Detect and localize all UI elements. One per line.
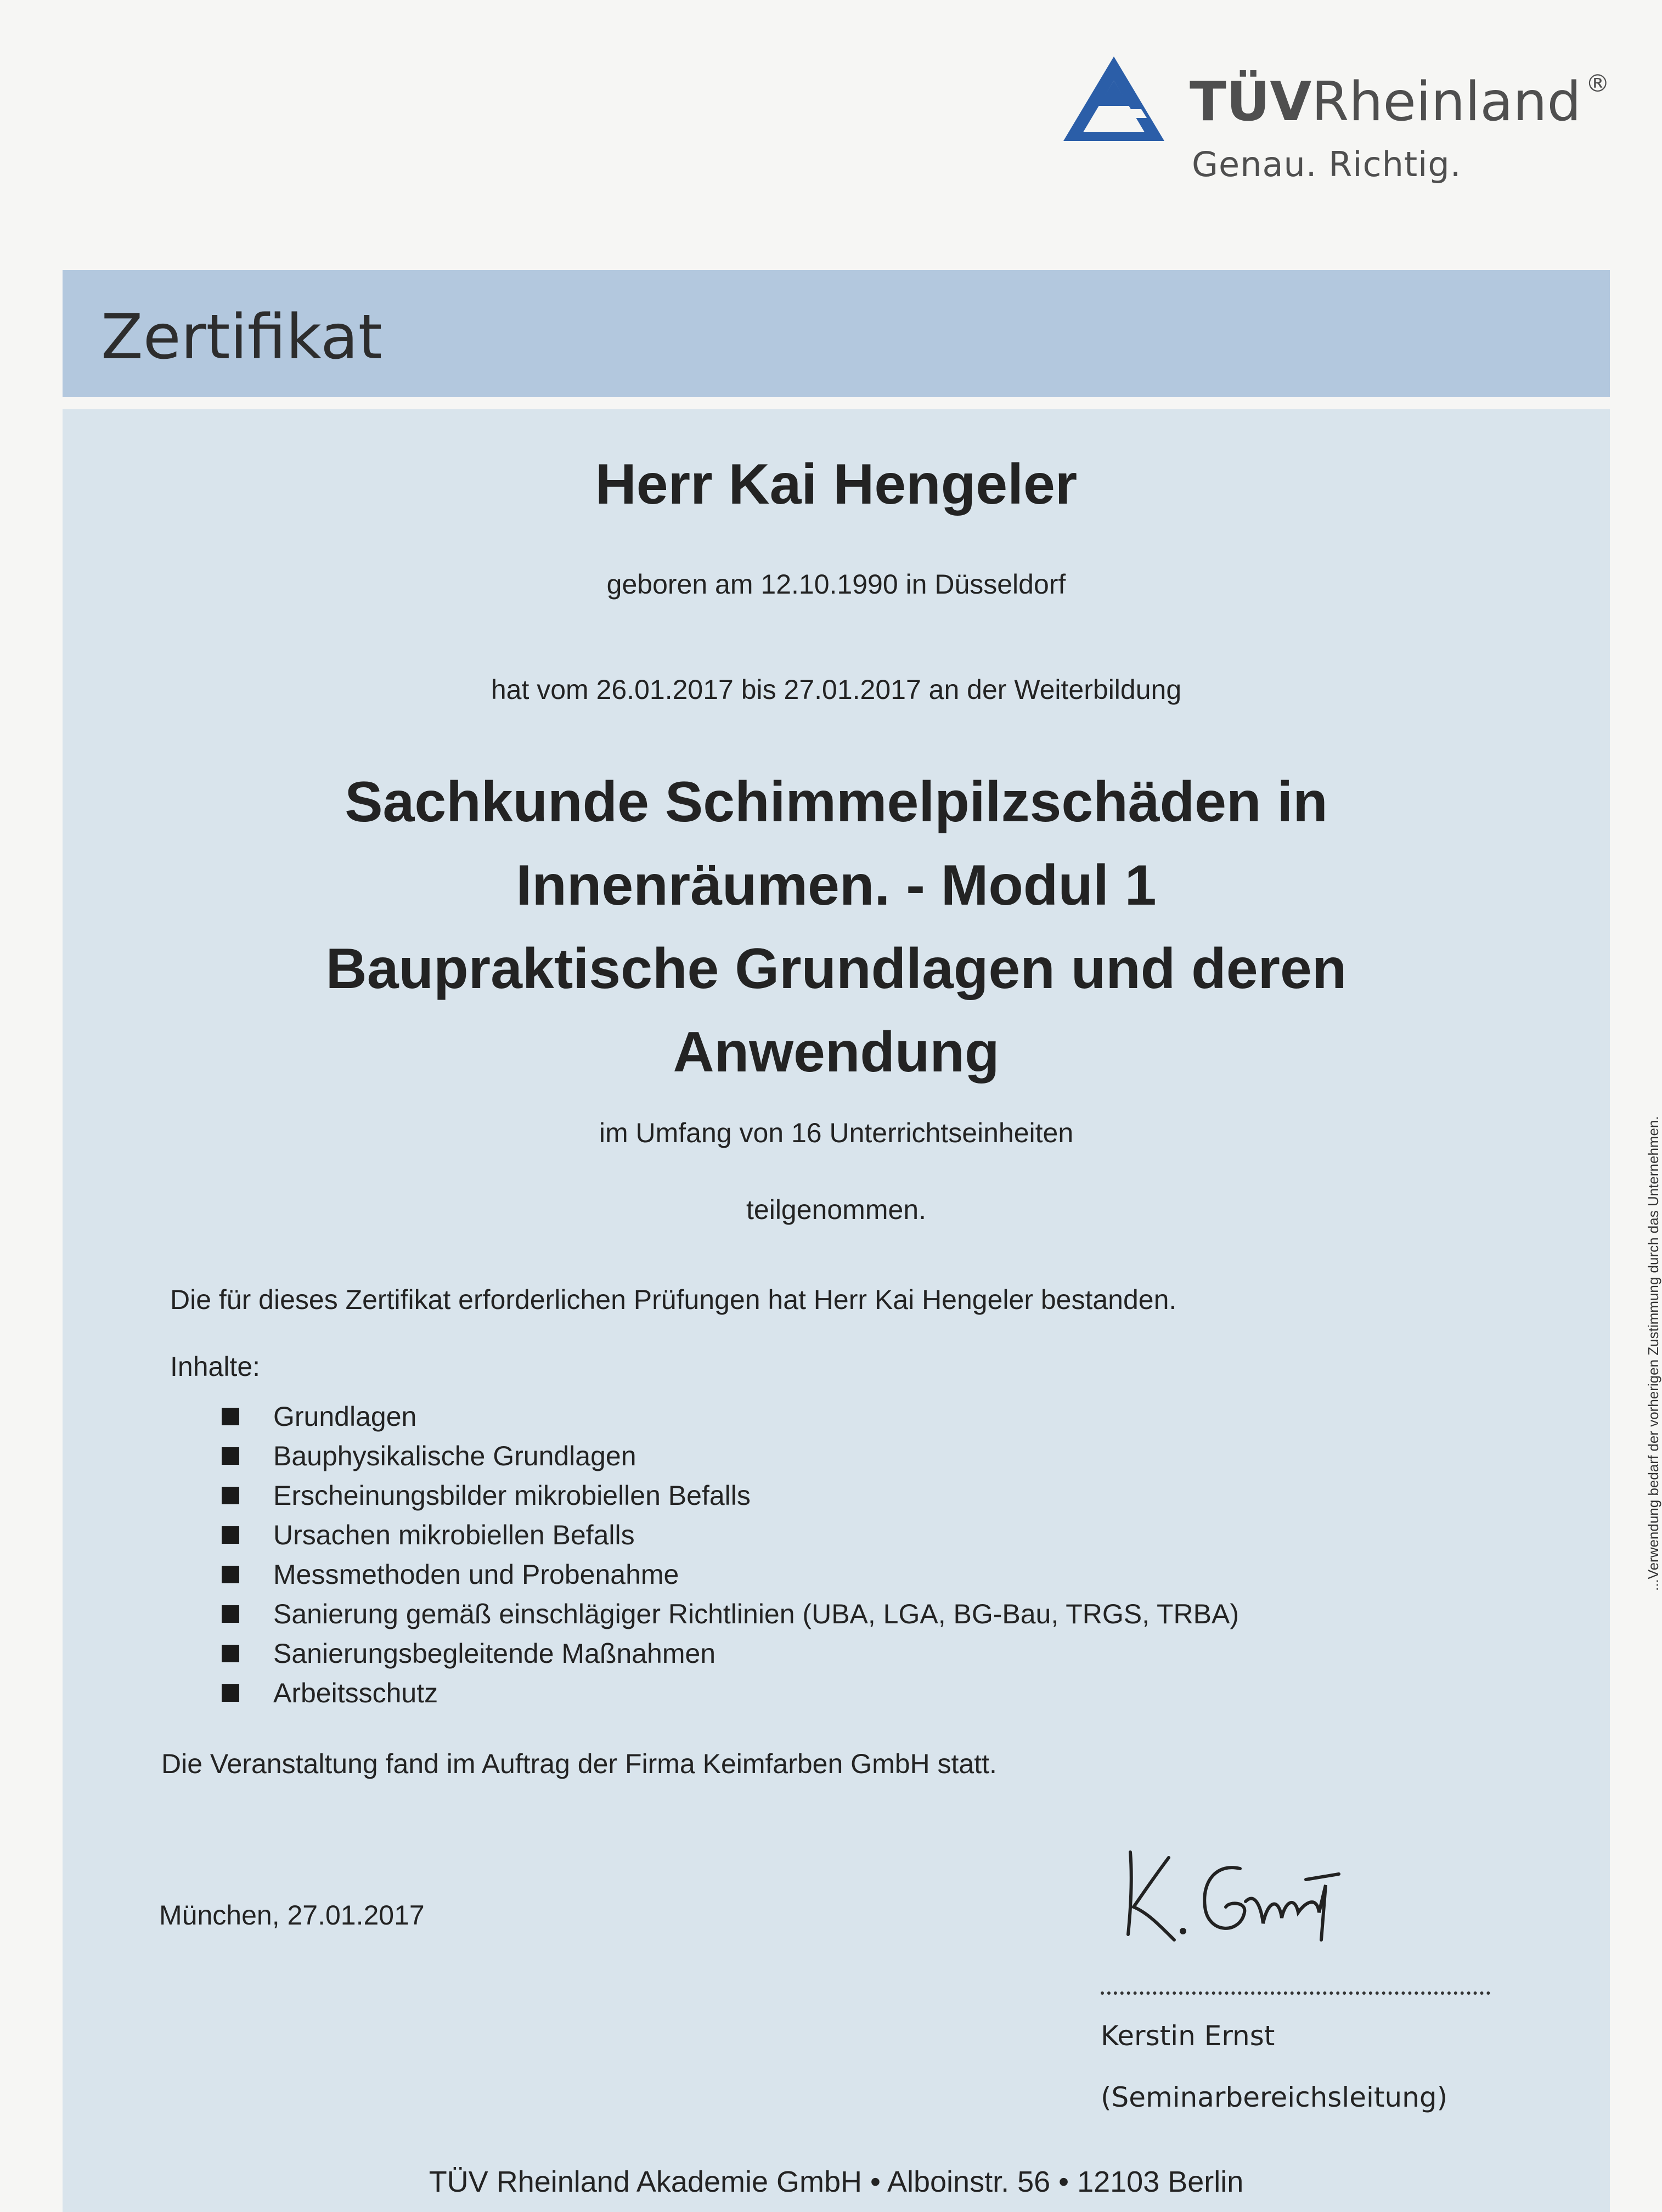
- header-band: [63, 270, 1610, 397]
- list-item: Bauphysikalische Grundlagen: [222, 1436, 1239, 1476]
- tuv-rheinland-logo: [1059, 52, 1608, 195]
- signature-line: [1101, 1991, 1490, 1995]
- list-item: Sanierungsbegleitende Maßnahmen: [222, 1634, 1239, 1673]
- place-date: München, 27.01.2017: [159, 1900, 425, 1931]
- bullet-icon: [222, 1487, 239, 1504]
- signer-name: Kerstin Ernst: [1101, 2020, 1275, 2052]
- brand-tagline: Genau. Richtig.: [1192, 144, 1462, 184]
- course-title-line: Sachkunde Schimmelpilzschäden in: [345, 770, 1328, 834]
- list-item: Sanierung gemäß einschlägiger Richtlinien (UBA, LGA, BG-Bau, TRGS, TRBA): [222, 1594, 1239, 1634]
- list-item: Grundlagen: [222, 1397, 1239, 1436]
- contents-label: Inhalte:: [170, 1351, 261, 1382]
- signature-icon: [1108, 1830, 1361, 1956]
- bullet-icon: [222, 1605, 239, 1623]
- list-item: Ursachen mikrobiellen Befalls: [222, 1515, 1239, 1555]
- list-item: Messmethoden und Probenahme: [222, 1555, 1239, 1594]
- list-item: Erscheinungsbilder mikrobiellen Befalls: [222, 1476, 1239, 1515]
- birth-info: geboren am 12.10.1990 in Düsseldorf: [606, 569, 1066, 600]
- tuv-triangle-logo-icon: [1059, 52, 1169, 145]
- bullet-icon: [222, 1645, 239, 1662]
- training-period: hat vom 26.01.2017 bis 27.01.2017 an der Weiterbildung: [491, 674, 1182, 705]
- recipient-name: Herr Kai Hengeler: [595, 453, 1078, 516]
- bullet-icon: [222, 1566, 239, 1583]
- brand-name: TÜVRheinland ®: [1190, 70, 1610, 133]
- course-scope: im Umfang von 16 Unterrichtseinheiten: [599, 1118, 1074, 1148]
- participation-text: teilgenommen.: [746, 1194, 926, 1225]
- bullet-icon: [222, 1684, 239, 1702]
- certificate-panel: [63, 409, 1610, 2212]
- bullet-icon: [222, 1526, 239, 1544]
- course-title-line: Innenräumen. - Modul 1: [516, 854, 1157, 917]
- course-title: [227, 760, 1445, 1094]
- list-item: Arbeitsschutz: [222, 1673, 1239, 1713]
- page-title: Zertifikat: [101, 302, 382, 373]
- bullet-icon: [222, 1447, 239, 1465]
- signer-role: (Seminarbereichsleitung): [1101, 2081, 1448, 2113]
- course-title-line: Anwendung: [673, 1020, 1000, 1084]
- footer-address: TÜV Rheinland Akademie GmbH • Alboinstr. 56 • 12103 Berlin: [429, 2165, 1244, 2198]
- exam-statement: Die für dieses Zertifikat erforderlichen Prüfungen hat Herr Kai Hengeler bestanden.: [170, 1284, 1177, 1315]
- bullet-icon: [222, 1408, 239, 1425]
- contents-list: [222, 1397, 1239, 1713]
- side-note: ...Verwendung bedarf der vorherigen Zustimmung durch das Unternehmen.: [1645, 1116, 1661, 1591]
- event-statement: Die Veranstaltung fand im Auftrag der Firma Keimfarben GmbH statt.: [161, 1748, 997, 1779]
- course-title-line: Baupraktische Grundlagen und deren: [325, 937, 1347, 1001]
